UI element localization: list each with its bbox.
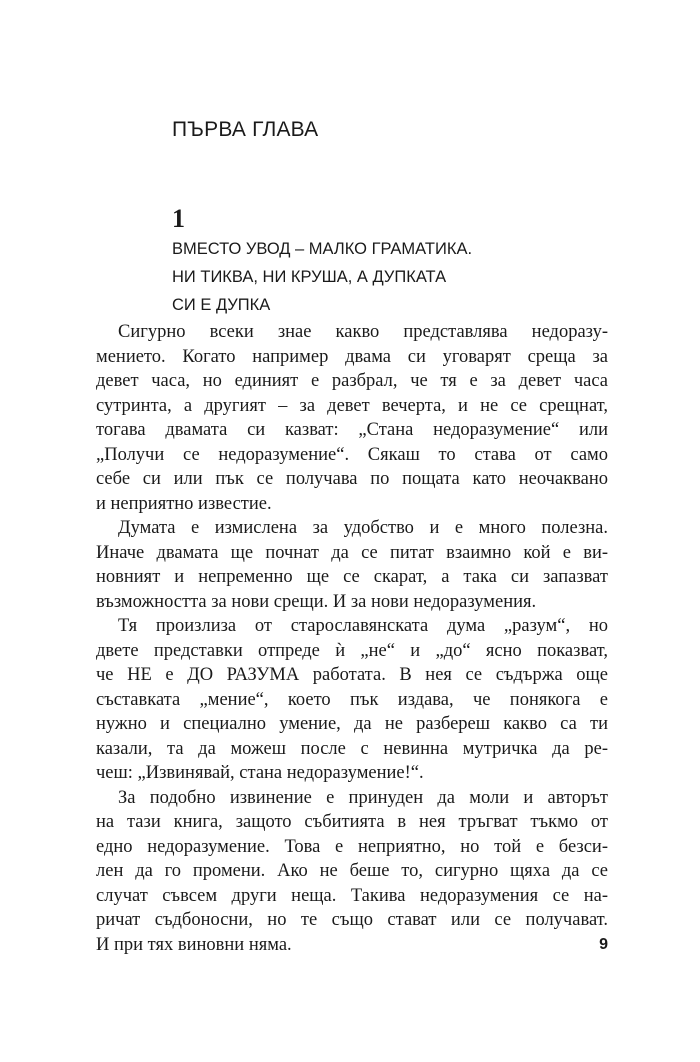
paragraph bbox=[96, 614, 608, 786]
text-line: тогава двамата си казват: „Стана недоразумение“ или bbox=[96, 420, 608, 440]
text-line: Думата е измислена за удобство и е много полезна. bbox=[118, 518, 608, 538]
section-heading-line: ВМЕСТО УВОД – МАЛКО ГРАМАТИКА. bbox=[172, 240, 473, 258]
text-line: Тя произлиза от старославянската дума „разум“, но bbox=[118, 616, 608, 636]
text-line: възможността за нови срещи. И за нови недоразумения. bbox=[96, 591, 537, 612]
text-line: „Получи се недоразумение“. Сякаш то става от само bbox=[96, 444, 608, 465]
text-line: Иначе двамата ще почнат да се питат взаимно кой е ви- bbox=[96, 542, 608, 563]
section-heading-line: НИ ТИКВА, НИ КРУША, А ДУПКАТА bbox=[172, 268, 447, 286]
text-line: на тази книга, защото събитията в нея тръгват тъкмо от bbox=[96, 812, 608, 832]
paragraph bbox=[96, 320, 608, 516]
text-line: чеш: „Извинявай, стана недоразумение!“. bbox=[96, 763, 424, 783]
text-line: новният и непременно ще се скарат, а така си запазват bbox=[96, 567, 608, 587]
text-line: сутринта, а другият – за девет вечерта, и не се срещнат, bbox=[96, 395, 608, 416]
text-line: ричат съдбоносни, но те също стават или се получават. bbox=[96, 910, 608, 930]
text-line: едно недоразумение. Това е неприятно, но той е безси- bbox=[96, 836, 608, 857]
text-line: лен да го промени. Ако не беше то, сигурно щяха да се bbox=[96, 861, 608, 881]
text-line: случат съвсем други неща. Такива недоразумения се на- bbox=[96, 885, 608, 906]
body-text bbox=[96, 320, 608, 957]
page-number: 9 bbox=[599, 936, 608, 953]
section-heading-line: СИ Е ДУПКА bbox=[172, 296, 271, 314]
chapter-title: ПЪРВА ГЛАВА bbox=[172, 118, 319, 141]
text-line: казали, та да можеш после с невинна мутричка да ре- bbox=[96, 738, 608, 759]
paragraph bbox=[96, 786, 608, 958]
text-line: И при тях виновни няма. bbox=[96, 934, 292, 955]
text-line: съставката „мение“, което пък издава, че понякога е bbox=[96, 689, 608, 710]
paragraph bbox=[96, 516, 608, 614]
section-heading bbox=[172, 235, 592, 319]
text-line: мението. Когато например двама си уговарят среща за bbox=[96, 346, 608, 367]
text-line: двете представки отпреде ѝ „не“ и „до“ ясно показват, bbox=[96, 640, 608, 661]
text-line: и неприятно известие. bbox=[96, 493, 272, 514]
text-line: За подобно извинение е принуден да моли и авторът bbox=[118, 787, 608, 808]
text-line: себе си или пък се получава по пощата като неочаквано bbox=[96, 469, 608, 489]
text-line: нужно и специално умение, да не разбереш какво са ти bbox=[96, 714, 608, 734]
text-line: че НЕ е ДО РАЗУМА работата. В нея се съдържа още bbox=[96, 665, 608, 685]
section-number: 1 bbox=[172, 204, 185, 233]
text-line: девет часа, но единият е разбрал, че тя е за девет часа bbox=[96, 371, 608, 391]
text-line: Сигурно всеки знае какво представлява недоразу- bbox=[118, 322, 608, 342]
